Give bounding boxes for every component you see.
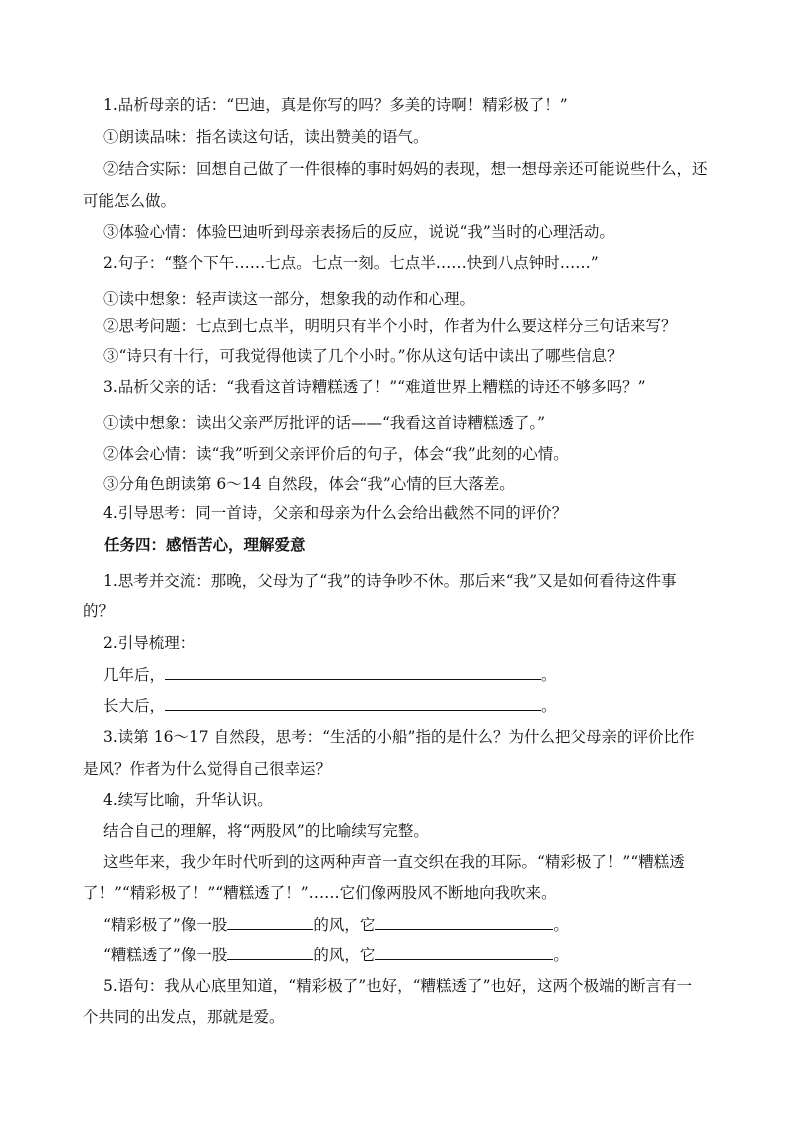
fill-line [103,695,557,716]
text-line: 可能怎么做。 [83,192,177,210]
answer-blank[interactable] [227,914,313,930]
end-mark: 。 [541,666,557,684]
fill-line [103,914,569,935]
text-line: 3.读第 16～17 自然段，思考：“生活的小船”指的是什么？为什么把父母亲的评价比作 [103,728,695,746]
end-mark: 。 [541,697,557,715]
text-line: ③分角色朗读第 6～14 自然段，体会“我”心情的巨大落差。 [103,475,515,493]
answer-blank[interactable] [375,914,553,930]
text-line: 结合自己的理解，将“两股风”的比喻续写完整。 [103,822,429,840]
text-line: 个共同的出发点，那就是爱。 [83,1008,285,1026]
fill-label: 的风，它 [313,916,376,934]
answer-blank[interactable] [165,664,541,680]
answer-blank[interactable] [165,695,541,711]
text-line: 4.引导思考：同一首诗，父亲和母亲为什么会给出截然不同的评价？ [103,504,568,522]
text-line: ①朗读品味：指名读这句话，读出赞美的语气。 [103,128,429,146]
text-line: 了！”“精彩极了！”“糟糕透了！”……它们像两股风不断地向我吹来。 [83,884,557,902]
fill-label: 长大后， [103,697,166,715]
fill-line [103,664,557,685]
text-line: ①读中想象：读出父亲严厉批评的话——“我看这首诗糟糕透了。” [103,414,546,432]
text-line: ①读中想象：轻声读这一部分，想象我的动作和心理。 [103,290,476,308]
answer-blank[interactable] [227,944,313,960]
text-line: 1.品析母亲的话：“巴迪，真是你写的吗？多美的诗啊！精彩极了！” [103,96,568,114]
text-line: 的？ [83,602,115,620]
fill-label: 的风，它 [313,946,376,964]
text-line: ③体验心情：体验巴迪听到母亲表扬后的反应，说说“我”当时的心理活动。 [103,223,615,241]
text-line: 这些年来，我少年时代听到的这两种声音一直交织在我的耳际。“精彩极了！”“糟糕透 [103,853,685,871]
text-line: 4.续写比喻，升华认识。 [103,791,273,809]
text-line: ②思考问题：七点到七点半，明明只有半个小时，作者为什么要这样分三句话来写？ [103,317,677,335]
text-line: ②结合实际：回想自己做了一件很棒的事时妈妈的表现，想一想母亲还可能说些什么，还 [103,160,708,178]
text-line: 5.语句：我从心底里知道，“精彩极了”也好，“糟糕透了”也好，这两个极端的断言有一 [103,977,692,995]
text-line: 2.引导梳理： [103,634,196,652]
fill-label: “精彩极了”像一股 [103,916,228,934]
text-line: 1.思考并交流：那晚，父母为了“我”的诗争吵不休。那后来“我”又是如何看待这件事 [103,572,677,590]
text-line: ②体会心情：读“我”听到父亲评价后的句子，体会“我”此刻的心情。 [103,445,569,463]
end-mark: 。 [553,946,569,964]
fill-label: 几年后， [103,666,166,684]
fill-label: “糟糕透了”像一股 [103,946,228,964]
end-mark: 。 [553,916,569,934]
answer-blank[interactable] [375,944,553,960]
text-line: 是风？作者为什么觉得自己很幸运？ [83,760,332,778]
text-line: 2.句子：“整个下午……七点。七点一刻。七点半……快到八点钟时……” [103,254,599,272]
fill-line [103,944,569,965]
text-line: 3.品析父亲的话：“我看这首诗糟糕透了！”“难道世界上糟糕的诗还不够多吗？” [103,378,646,396]
text-line: ③“诗只有十行，可我觉得他读了几个小时。”你从这句话中读出了哪些信息？ [103,347,623,365]
section-heading: 任务四：感悟苦心，理解爱意 [104,536,306,554]
